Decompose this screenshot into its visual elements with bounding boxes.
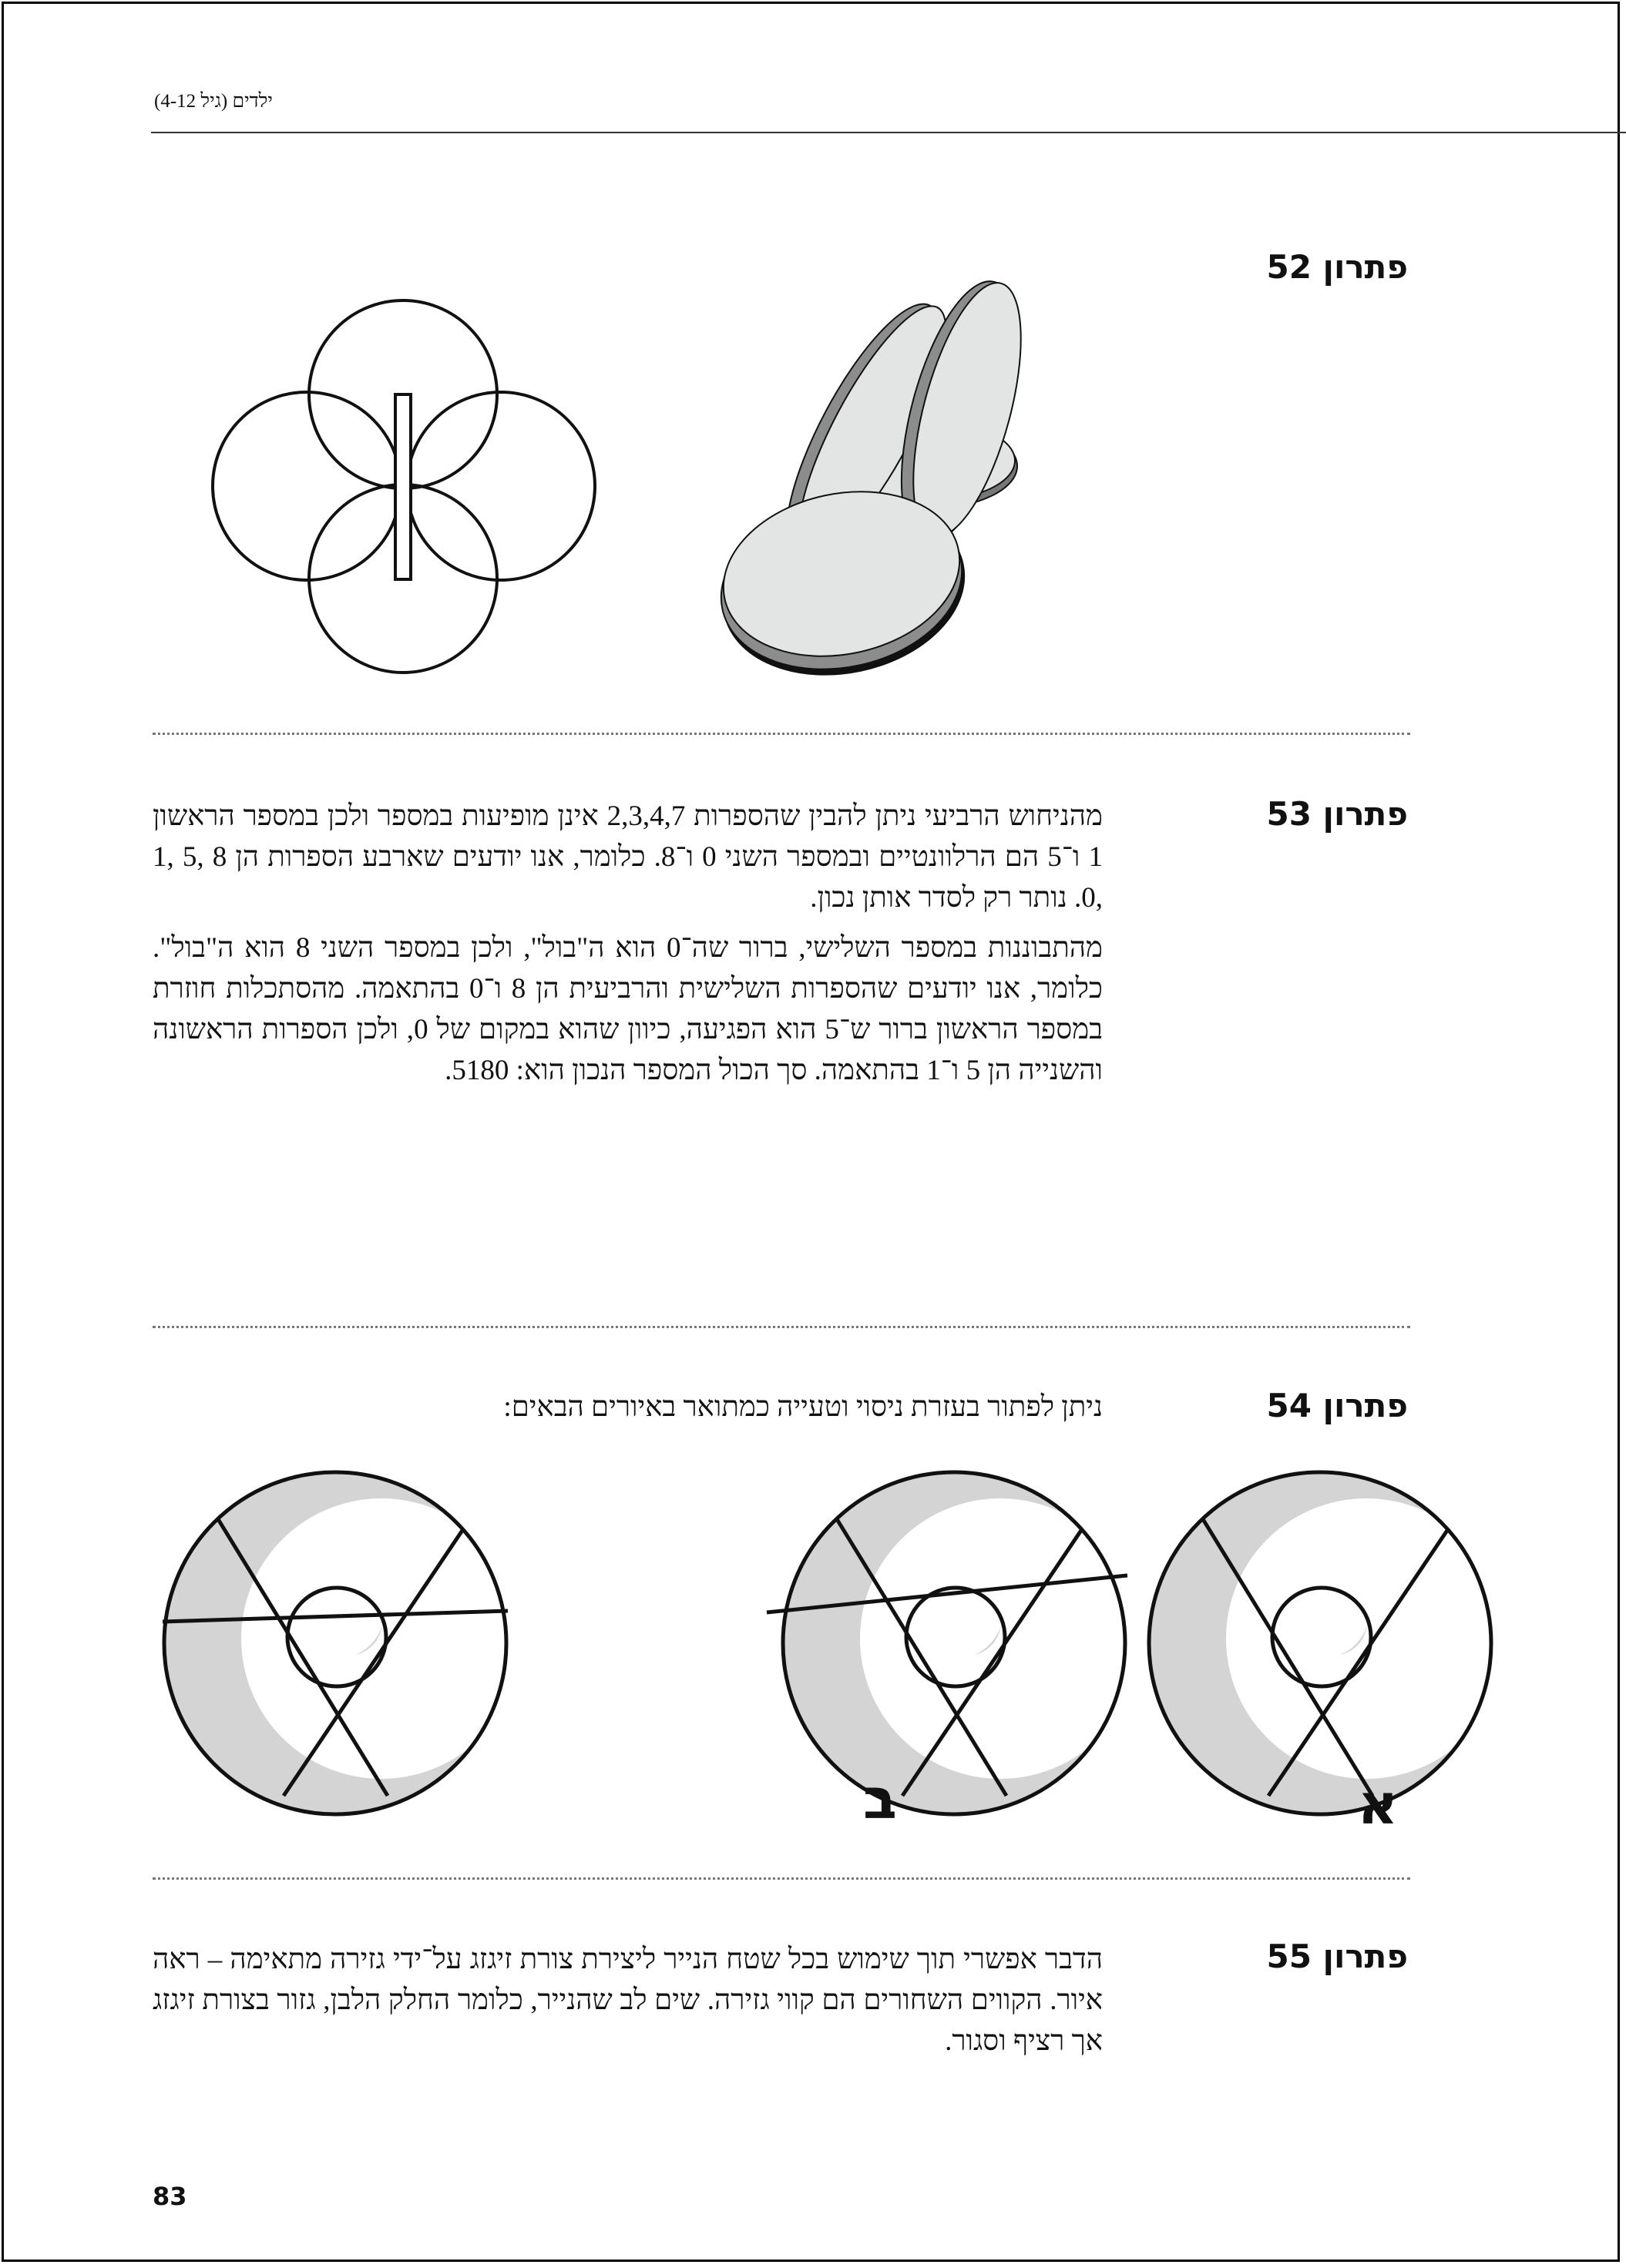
page-number: 83 (153, 2182, 187, 2211)
solution-55-body: הדבר אפשרי תוך שימוש בכל שטח הנייר ליצירת צורת זיגזג על־ידי גזירה מתאימה – ראה איור. הקווים השחורים הם קווי גזירה. שים לב שהנייר, כלומר החלק הלבן, גזור בצורת זיגזג אך רציף וסגור. (153, 1944, 1103, 2057)
puzzle-figure-b (767, 1472, 1141, 1831)
cut-circle-puzzle-icon (153, 1475, 1416, 1837)
running-head: ילדים (גיל 4-12) (154, 91, 273, 112)
solution-54-intro: ניתן לפתור בעזרת ניסוי וטעייה כמתואר באיורים הבאים: (503, 1391, 1103, 1423)
divider-52-53 (153, 733, 1410, 735)
puzzle-figure-c (163, 1472, 522, 1814)
figure-label-a: א (1357, 1772, 1399, 1837)
vertical-bar (395, 394, 411, 579)
solution-53-body (153, 796, 1103, 1100)
divider-53-54 (153, 1326, 1410, 1328)
circle-left (213, 392, 401, 580)
circle-right (407, 392, 595, 580)
solution-53-paragraph-2: מהתבוננות במספר השלישי, ברור שה־0 הוא ה"בול", ולכן במספר השני 8 הוא ה"בול". כלומר, אנו יודעים שהספרות השלישית והרביעית הן 8 ו־0 בהתאמה. מהסתכלות חוזרת במספר הראשון ברור ש־5 הוא הפגיעה, כיוון שהוא במקום של 0, ולכן הספרות הראשונה והשנייה הן 5 ו־1 בהתאמה. סך הכול המספר הנכון הוא: 5180. (153, 932, 1103, 1086)
divider-54-55 (153, 1877, 1410, 1880)
solution-53-paragraph-1: מהניחוש הרביעי ניתן להבין שהספרות 2,3,4,7 אינן מופיעות במספר ולכן במספר הראשון 1 ו־5 הם הרלוונטיים ובמספר השני 0 ו־8. כלומר, אנו יודעים שארבע הספרות הן 8 ,5 ,1 ,0. נותר רק לסדר אותן נכון. (153, 800, 1104, 914)
solution-54-title: פתרון 54 (1266, 1387, 1408, 1424)
four-circles-with-bar-icon (210, 300, 603, 670)
figure-label-b: ב (863, 1766, 897, 1831)
solution-53-title: פתרון 53 (1266, 795, 1408, 833)
solution-55-title: פתרון 55 (1266, 1938, 1408, 1975)
stacked-coins-icon (709, 277, 1071, 678)
solution-52-title: פתרון 52 (1266, 248, 1408, 286)
header-rule (151, 132, 1626, 133)
